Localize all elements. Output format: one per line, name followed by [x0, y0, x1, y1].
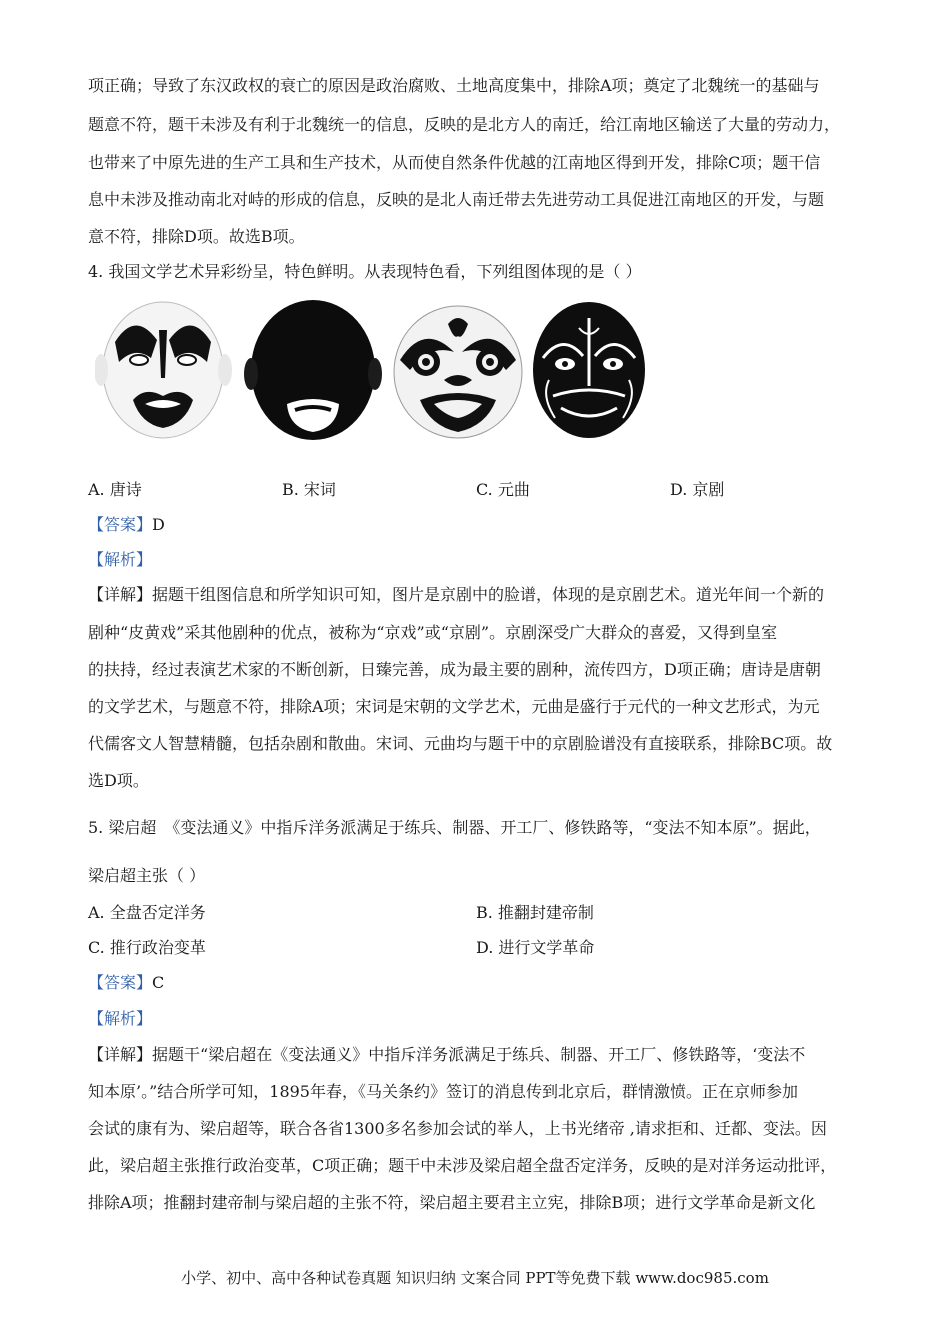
intro-line-3: 也带来了中原先进的生产工具和生产技术，从而使自然条件优越的江南地区得到开发，排除C项；题干信 [88, 153, 821, 172]
q5-analysis-tag: 【解析】 [88, 1009, 153, 1028]
intro-line-4: 息中未涉及推动南北对峙的形成的信息，反映的是北人南迁带去先进劳动工具促进江南地区的开发，与题 [88, 190, 825, 209]
q4-answer [88, 515, 165, 535]
q4-option-b: B. 宋词 [282, 480, 336, 499]
q4-option-c: C. 元曲 [476, 480, 530, 499]
question-5-text-2: 梁启超主张（ ） [88, 866, 206, 885]
q4-option-d: D. 京剧 [670, 480, 725, 499]
q4-detail-line-6: 选D项。 [88, 771, 149, 790]
q4-answer-value: D [152, 515, 165, 534]
q5-answer-tag: 【答案】 [88, 973, 153, 992]
q5-option-d: D. 进行文学革命 [476, 938, 595, 957]
q5-answer [88, 973, 164, 993]
q4-detail-line-2: 剧种“皮黄戏”采其他剧种的优点，被称为“京戏”或“京剧”。京剧深受广大群众的喜爱，又得到皇室 [88, 623, 778, 642]
q5-option-c: C. 推行政治变革 [88, 938, 206, 957]
q5-detail-line-2: 知本原’。”结合所学可知，1895年春，《马关条约》签订的消息传到北京后，群情激愤。正在京师参加 [88, 1082, 798, 1101]
q5-answer-value: C [152, 973, 165, 992]
q4-detail-line-4: 的文学艺术，与题意不符，排除A项；宋词是宋朝的文学艺术，元曲是盛行于元代的一种文艺形式，为元 [88, 697, 820, 716]
opera-masks-image [95, 300, 655, 445]
q4-analysis-tag: 【解析】 [88, 550, 153, 569]
intro-line-1: 项正确；导致了东汉政权的衰亡的原因是政治腐败、土地高度集中，排除A项；奠定了北魏统一的基础与 [88, 76, 820, 95]
q5-detail-line-5: 排除A项；推翻封建帝制与梁启超的主张不符，梁启超主要君主立宪，排除B项；进行文学革命是新文化 [88, 1193, 816, 1212]
question-4-text: 4. 我国文学艺术异彩纷呈，特色鲜明。从表现特色看，下列组图体现的是（ ） [88, 262, 642, 281]
q4-detail-line-5: 代儒客文人智慧精髓，包括杂剧和散曲。宋词、元曲均与题干中的京剧脸谱没有直接联系，排除BC项。故 [88, 734, 833, 753]
q4-detail-line-1 [88, 585, 824, 605]
q4-option-a: A. 唐诗 [88, 480, 142, 499]
q5-detail-tag: 【详解】 [88, 1045, 153, 1064]
q4-detail-line-3: 的扶持，经过表演艺术家的不断创新，日臻完善，成为最主要的剧种，流传四方，D项正确；唐诗是唐朝 [88, 660, 821, 679]
q5-detail-text-1: 据题干“梁启超在《变法通义》中指斥洋务派满足于练兵、制器、开工厂、修铁路等，‘变法不 [152, 1045, 806, 1064]
q4-detail-text-1: 据题干组图信息和所学知识可知，图片是京剧中的脸谱，体现的是京剧艺术。道光年间一个新的 [152, 585, 825, 604]
question-5-text-1: 5. 梁启超 《变法通义》中指斥洋务派满足于练兵、制器、开工厂、修铁路等，“变法不知本原”。据此， [88, 818, 821, 837]
opera-mask-4 [533, 302, 645, 438]
page-footer: 小学、初中、高中各种试卷真题 知识归纳 文案合同 PPT等免费下载 www.doc985.com [181, 1269, 769, 1287]
q5-option-a: A. 全盘否定洋务 [88, 903, 206, 922]
q5-option-b: B. 推翻封建帝制 [476, 903, 594, 922]
intro-line-5: 意不符，排除D项。故选B项。 [88, 227, 305, 246]
opera-mask-2 [244, 300, 382, 440]
q4-detail-tag: 【详解】 [88, 585, 153, 604]
opera-mask-3 [394, 306, 522, 438]
q5-detail-line-3: 会试的康有为、梁启超等，联合各省1300多名参加会试的举人，上书光绪帝 ,请求拒和、迁都、变法。因 [88, 1119, 827, 1138]
intro-line-2: 题意不符，题干未涉及有利于北魏统一的信息，反映的是北方人的南迁，给江南地区输送了大量的劳动力， [88, 115, 841, 134]
opera-mask-1 [95, 302, 232, 438]
q4-answer-tag: 【答案】 [88, 515, 153, 534]
q5-detail-line-4: 此，梁启超主张推行政治变革，C项正确；题干中未涉及梁启超全盘否定洋务，反映的是对洋务运动批评， [88, 1156, 837, 1175]
q5-detail-line-1 [88, 1045, 805, 1065]
